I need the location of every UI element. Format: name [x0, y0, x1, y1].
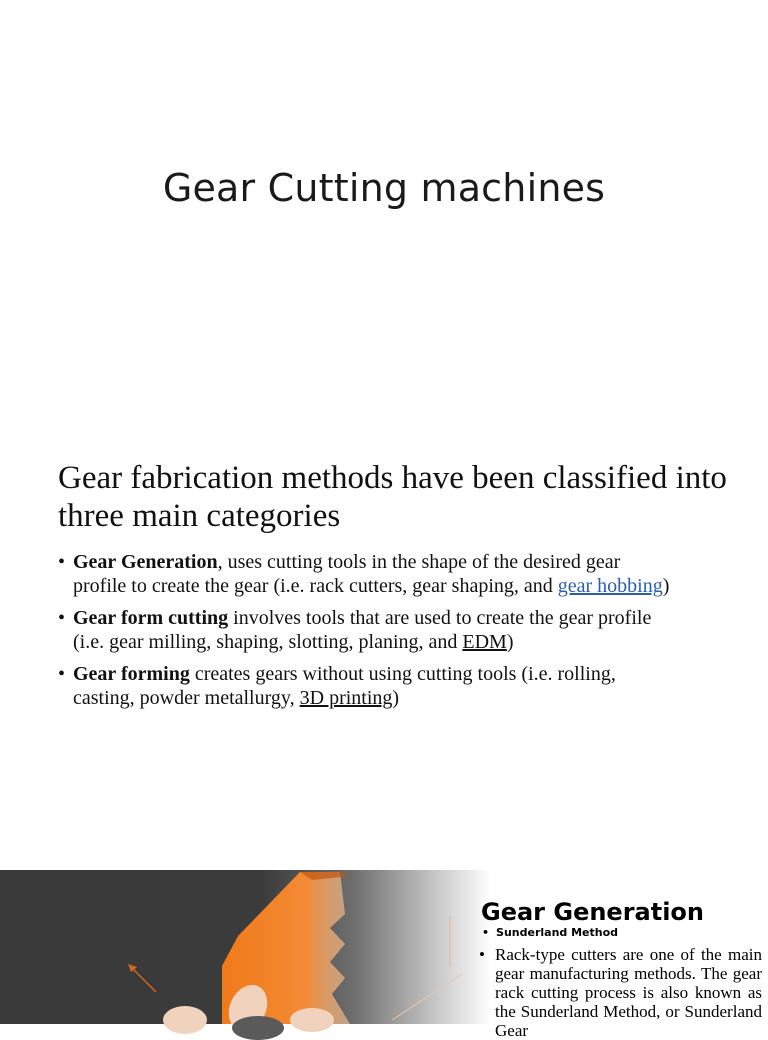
description-gear-generation: , uses cutting tools in the shape of the desired gear profile to create the gear (i.e. rack cutters, gear shaping, and — [73, 551, 621, 597]
bullet-icon: • — [58, 551, 66, 573]
category-list — [58, 550, 678, 718]
bullet-icon: • — [58, 607, 66, 629]
closing-paren: ) — [662, 575, 670, 597]
list-item-gear-forming — [58, 662, 678, 710]
gear-tooth — [290, 1008, 334, 1032]
link-gear-hobbing[interactable]: gear hobbing — [557, 575, 663, 597]
list-item-gear-form-cutting — [58, 606, 678, 654]
description-gear-forming: creates gears without using cutting tools (i.e. rolling, casting, powder metallurgy, — [73, 663, 616, 709]
gear-tooth — [163, 1006, 207, 1034]
bullet-icon: • — [482, 926, 490, 939]
subtitle-text: Sunderland Method — [496, 926, 619, 939]
closing-paren: ) — [506, 631, 514, 653]
term-gear-form-cutting: Gear form cutting — [73, 607, 229, 629]
title-slide — [0, 0, 768, 432]
categories-slide — [0, 432, 768, 870]
closing-paren: ) — [392, 687, 400, 709]
slide-title: Gear Cutting machines — [162, 166, 606, 210]
section-paragraph — [479, 945, 762, 1040]
list-item-gear-generation — [58, 550, 678, 598]
gear-generation-slide — [0, 870, 768, 1040]
link-edm[interactable]: EDM — [462, 631, 507, 653]
section-title: Gear Generation — [481, 898, 705, 926]
bullet-icon: • — [58, 663, 66, 685]
bullet-icon: • — [479, 945, 485, 964]
gear-hub — [232, 1016, 284, 1040]
section-subtitle — [482, 926, 618, 939]
term-gear-generation: Gear Generation — [73, 551, 218, 573]
term-gear-forming: Gear forming — [73, 663, 190, 685]
slide-heading: Gear fabrication methods have been classified into three main categories — [58, 460, 727, 534]
description-gear-form-cutting: involves tools that are used to create the gear profile (i.e. gear milling, shaping, slotting, planing, and — [73, 607, 652, 653]
link-3d-printing[interactable]: 3D printing — [299, 687, 393, 709]
paragraph-text: Rack-type cutters are one of the main gear manufacturing methods. The gear rack cutting process is also known as the Sunderland Method, or Sunderland Gear — [495, 945, 762, 1040]
